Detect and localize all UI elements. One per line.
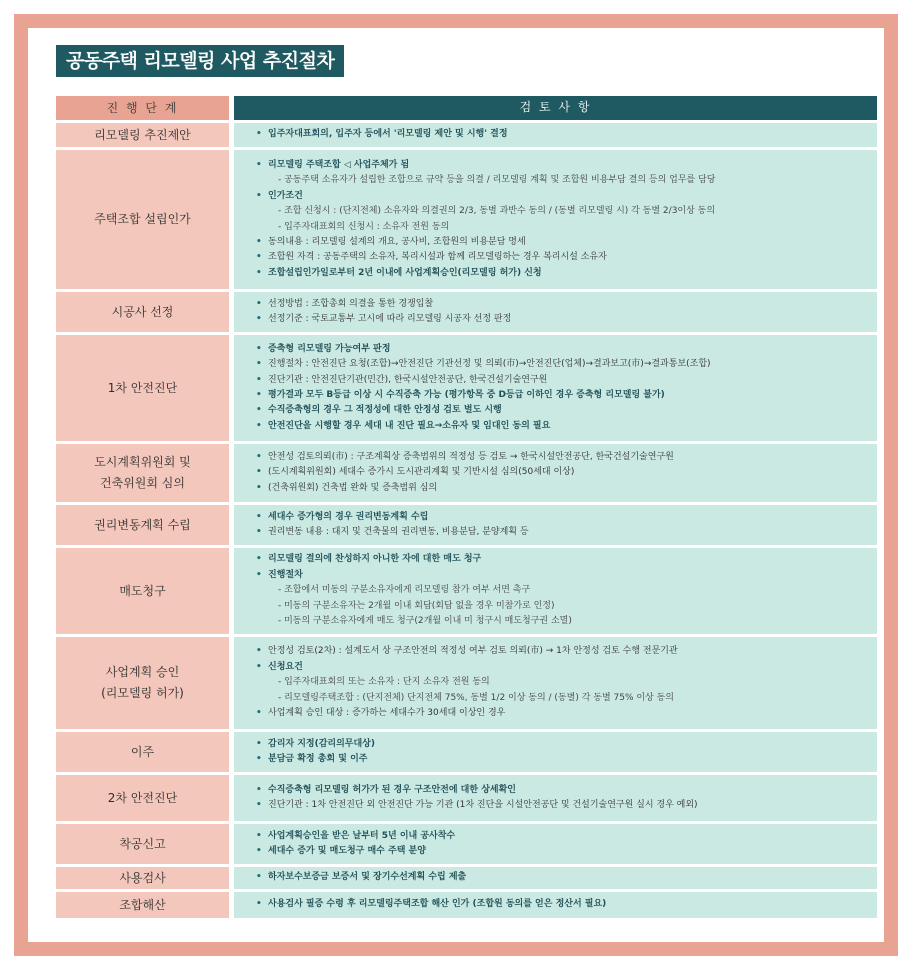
stage-cell bbox=[56, 775, 229, 821]
sub-item: - 공동주택 소유자가 설립한 조합으로 규약 등을 의결 / 리모델링 계획 및 조합원 비용부담 결의 등의 업무를 담당 bbox=[256, 173, 865, 188]
stage-label: 사업계획 승인 bbox=[105, 665, 180, 679]
bullet-item: • 사업계획승인을 받은 날부터 5년 이내 공사착수 bbox=[256, 829, 865, 844]
stage-label: 리모델링 추진제안 bbox=[94, 127, 191, 142]
bullet-item: • 증축형 리모델링 가능여부 판정 bbox=[256, 342, 865, 357]
stage-cell bbox=[56, 335, 229, 441]
table-row bbox=[56, 123, 877, 147]
stage-cell bbox=[56, 444, 229, 502]
bullet-item: • 동의내용 : 리모델링 설계의 개요, 공사비, 조합원의 비용분담 명세 bbox=[256, 235, 865, 250]
table-row bbox=[56, 637, 877, 729]
review-cell bbox=[234, 637, 877, 729]
header-review: 검 토 사 항 bbox=[234, 96, 877, 120]
stage-cell bbox=[56, 892, 229, 918]
bullet-item: • 분담금 확정 총회 및 이주 bbox=[256, 752, 865, 767]
table-body bbox=[56, 123, 877, 918]
stage-label: 사용검사 bbox=[119, 870, 166, 885]
review-cell bbox=[234, 548, 877, 634]
bullet-item: • 입주자대표회의, 입주자 등에서 '리모델링 제안 및 시행' 결정 bbox=[256, 127, 865, 142]
stage-label: 조합해산 bbox=[119, 897, 166, 912]
bullet-item: • 진단기관 : 1차 안전진단 외 안전진단 가능 기관 (1차 진단을 시설안전공단 및 건설기술연구원 실시 경우 예외) bbox=[256, 798, 865, 813]
stage-label: 2차 안전진단 bbox=[107, 790, 178, 805]
bullet-item: • 선정기준 : 국토교통부 고시에 따라 리모델링 시공자 선정 판정 bbox=[256, 312, 865, 327]
stage-label: 이주 bbox=[130, 744, 155, 759]
sub-item: - 미동의 구분소유자는 2개월 이내 회답(회답 없을 경우 미참가로 인정) bbox=[256, 599, 865, 614]
stage-label: 착공신고 bbox=[119, 836, 166, 851]
stage-label: 1차 안전진단 bbox=[107, 380, 178, 395]
bullet-item: • 안전성 검토의뢰(市) : 구조계획상 증축범위의 적정성 등 검토 → 한국시설안전공단, 한국건설기술연구원 bbox=[256, 450, 865, 465]
bullet-item: • 권리변동 내용 : 대지 및 건축물의 권리변동, 비용분담, 분양계획 등 bbox=[256, 525, 865, 540]
sub-item: - 입주자대표회의 신청시 : 소유자 전원 동의 bbox=[256, 220, 865, 235]
bullet-item: • 수직증축형 리모델링 허가가 된 경우 구조안전에 대한 상세확인 bbox=[256, 783, 865, 798]
sub-item: - 입주자대표회의 또는 소유자 : 단지 소유자 전원 동의 bbox=[256, 675, 865, 690]
sub-item: - 미동의 구분소유자에게 매도 청구(2개월 이내 미 청구시 매도청구권 소멸) bbox=[256, 614, 865, 629]
bullet-item: • 안정성 검토(2차) : 설계도서 상 구조안전의 적정성 여부 검토 의뢰(市) → 1차 안정성 검토 수행 전문기관 bbox=[256, 644, 865, 659]
table-row bbox=[56, 867, 877, 889]
table-row bbox=[56, 335, 877, 441]
review-cell bbox=[234, 123, 877, 147]
table-row bbox=[56, 292, 877, 332]
page-title: 공동주택 리모델링 사업 추진절차 bbox=[56, 45, 344, 77]
bullet-item: • 진단기관 : 안전진단기관(민간), 한국시설안전공단, 한국건설기술연구원 bbox=[256, 373, 865, 388]
stage-cell bbox=[56, 292, 229, 332]
stage-label: 주택조합 설립인가 bbox=[94, 212, 191, 226]
stage-cell bbox=[56, 867, 229, 889]
stage-cell bbox=[56, 123, 229, 147]
table-row bbox=[56, 444, 877, 502]
stage-label: 시공사 선정 bbox=[111, 304, 174, 319]
bullet-item: • 안전진단을 시행할 경우 세대 내 진단 필요→소유자 및 임대인 동의 필요 bbox=[256, 419, 865, 434]
bullet-item: • 선정방법 : 조합총회 의결을 통한 경쟁입찰 bbox=[256, 297, 865, 312]
bullet-item: • 신청요건 bbox=[256, 660, 865, 675]
bullet-item: • 하자보수보증금 보증서 및 장기수선계획 수립 제출 bbox=[256, 870, 865, 885]
outer-frame bbox=[14, 14, 898, 956]
stage-label: 권리변동계획 수립 bbox=[94, 517, 191, 532]
review-cell bbox=[234, 732, 877, 772]
bullet-item: • 조합설립인가일로부터 2년 이내에 사업계획승인(리모델링 허가) 신청 bbox=[256, 266, 865, 281]
table-row bbox=[56, 150, 877, 289]
review-cell bbox=[234, 505, 877, 545]
procedure-table bbox=[56, 96, 877, 921]
stage-label: 매도청구 bbox=[119, 583, 166, 598]
review-cell bbox=[234, 335, 877, 441]
table-row bbox=[56, 892, 877, 918]
stage-cell bbox=[56, 824, 229, 864]
bullet-item: • 세대수 증가형의 경우 권리변동계획 수립 bbox=[256, 510, 865, 525]
bullet-item: • 사업계획 승인 대상 : 증가하는 세대수가 30세대 이상인 경우 bbox=[256, 706, 865, 721]
bullet-item: • 인가조건 bbox=[256, 189, 865, 204]
bullet-item: • 리모델링 결의에 찬성하지 아니한 자에 대한 매도 청구 bbox=[256, 552, 865, 567]
bullet-item: • 감리자 지정(감리의무대상) bbox=[256, 737, 865, 752]
stage-cell bbox=[56, 548, 229, 634]
review-cell bbox=[234, 892, 877, 918]
bullet-item: • 세대수 증가 및 매도청구 매수 주택 분양 bbox=[256, 844, 865, 859]
table-row bbox=[56, 505, 877, 545]
stage-label: (리모델링 허가) bbox=[101, 686, 184, 700]
table-row bbox=[56, 548, 877, 634]
bullet-item: • 수직증축형의 경우 그 적정성에 대한 안정성 검토 별도 시행 bbox=[256, 403, 865, 418]
review-cell bbox=[234, 150, 877, 289]
bullet-item: • 리모델링 주택조합 ◁ 사업주체가 됨 bbox=[256, 158, 865, 173]
stage-label: 도시계획위원회 및 bbox=[94, 455, 191, 469]
header-stage: 진 행 단 계 bbox=[56, 96, 229, 120]
review-cell bbox=[234, 867, 877, 889]
table-row bbox=[56, 732, 877, 772]
stage-cell bbox=[56, 505, 229, 545]
review-cell bbox=[234, 292, 877, 332]
bullet-item: • 조합원 자격 : 공동주택의 소유자, 복리시설과 함께 리모델링하는 경우 복리시설 소유자 bbox=[256, 250, 865, 265]
stage-label: 건축위원회 심의 bbox=[100, 476, 185, 490]
table-row bbox=[56, 824, 877, 864]
review-cell bbox=[234, 444, 877, 502]
stage-cell bbox=[56, 637, 229, 729]
table-row bbox=[56, 775, 877, 821]
stage-cell bbox=[56, 732, 229, 772]
bullet-item: • (도시계획위원회) 세대수 증가시 도시관리계획 및 기반시설 심의(50세대 이상) bbox=[256, 465, 865, 480]
bullet-item: • 진행절차 : 안전진단 요청(조합)→안전진단 기관선정 및 의뢰(市)→안전진단(업체)→결과보고(市)→결과통보(조합) bbox=[256, 357, 865, 372]
bullet-item: • 평가결과 모두 B등급 이상 시 수직증축 가능 (평가항목 중 D등급 이하인 경우 증축형 리모델링 불가) bbox=[256, 388, 865, 403]
table-header bbox=[56, 96, 877, 120]
bullet-item: • 진행절차 bbox=[256, 568, 865, 583]
sub-item: - 조합에서 미동의 구분소유자에게 리모델링 참가 여부 서면 촉구 bbox=[256, 583, 865, 598]
sub-item: - 리모델링주택조합 : (단지전체) 단지전체 75%, 동별 1/2 이상 동의 / (동별) 각 동별 75% 이상 동의 bbox=[256, 691, 865, 706]
bullet-item: • (건축위원회) 건축법 완화 및 증축범위 심의 bbox=[256, 481, 865, 496]
content-panel bbox=[28, 28, 884, 942]
review-cell bbox=[234, 824, 877, 864]
stage-cell bbox=[56, 150, 229, 289]
review-cell bbox=[234, 775, 877, 821]
bullet-item: • 사용검사 필증 수령 후 리모델링주택조합 해산 인가 (조합원 동의를 얻은 정산서 필요) bbox=[256, 897, 865, 912]
sub-item: - 조합 신청시 : (단지전체) 소유자와 의결권의 2/3, 동별 과반수 동의 / (동별 리모델링 시) 각 동별 2/3이상 동의 bbox=[256, 204, 865, 219]
